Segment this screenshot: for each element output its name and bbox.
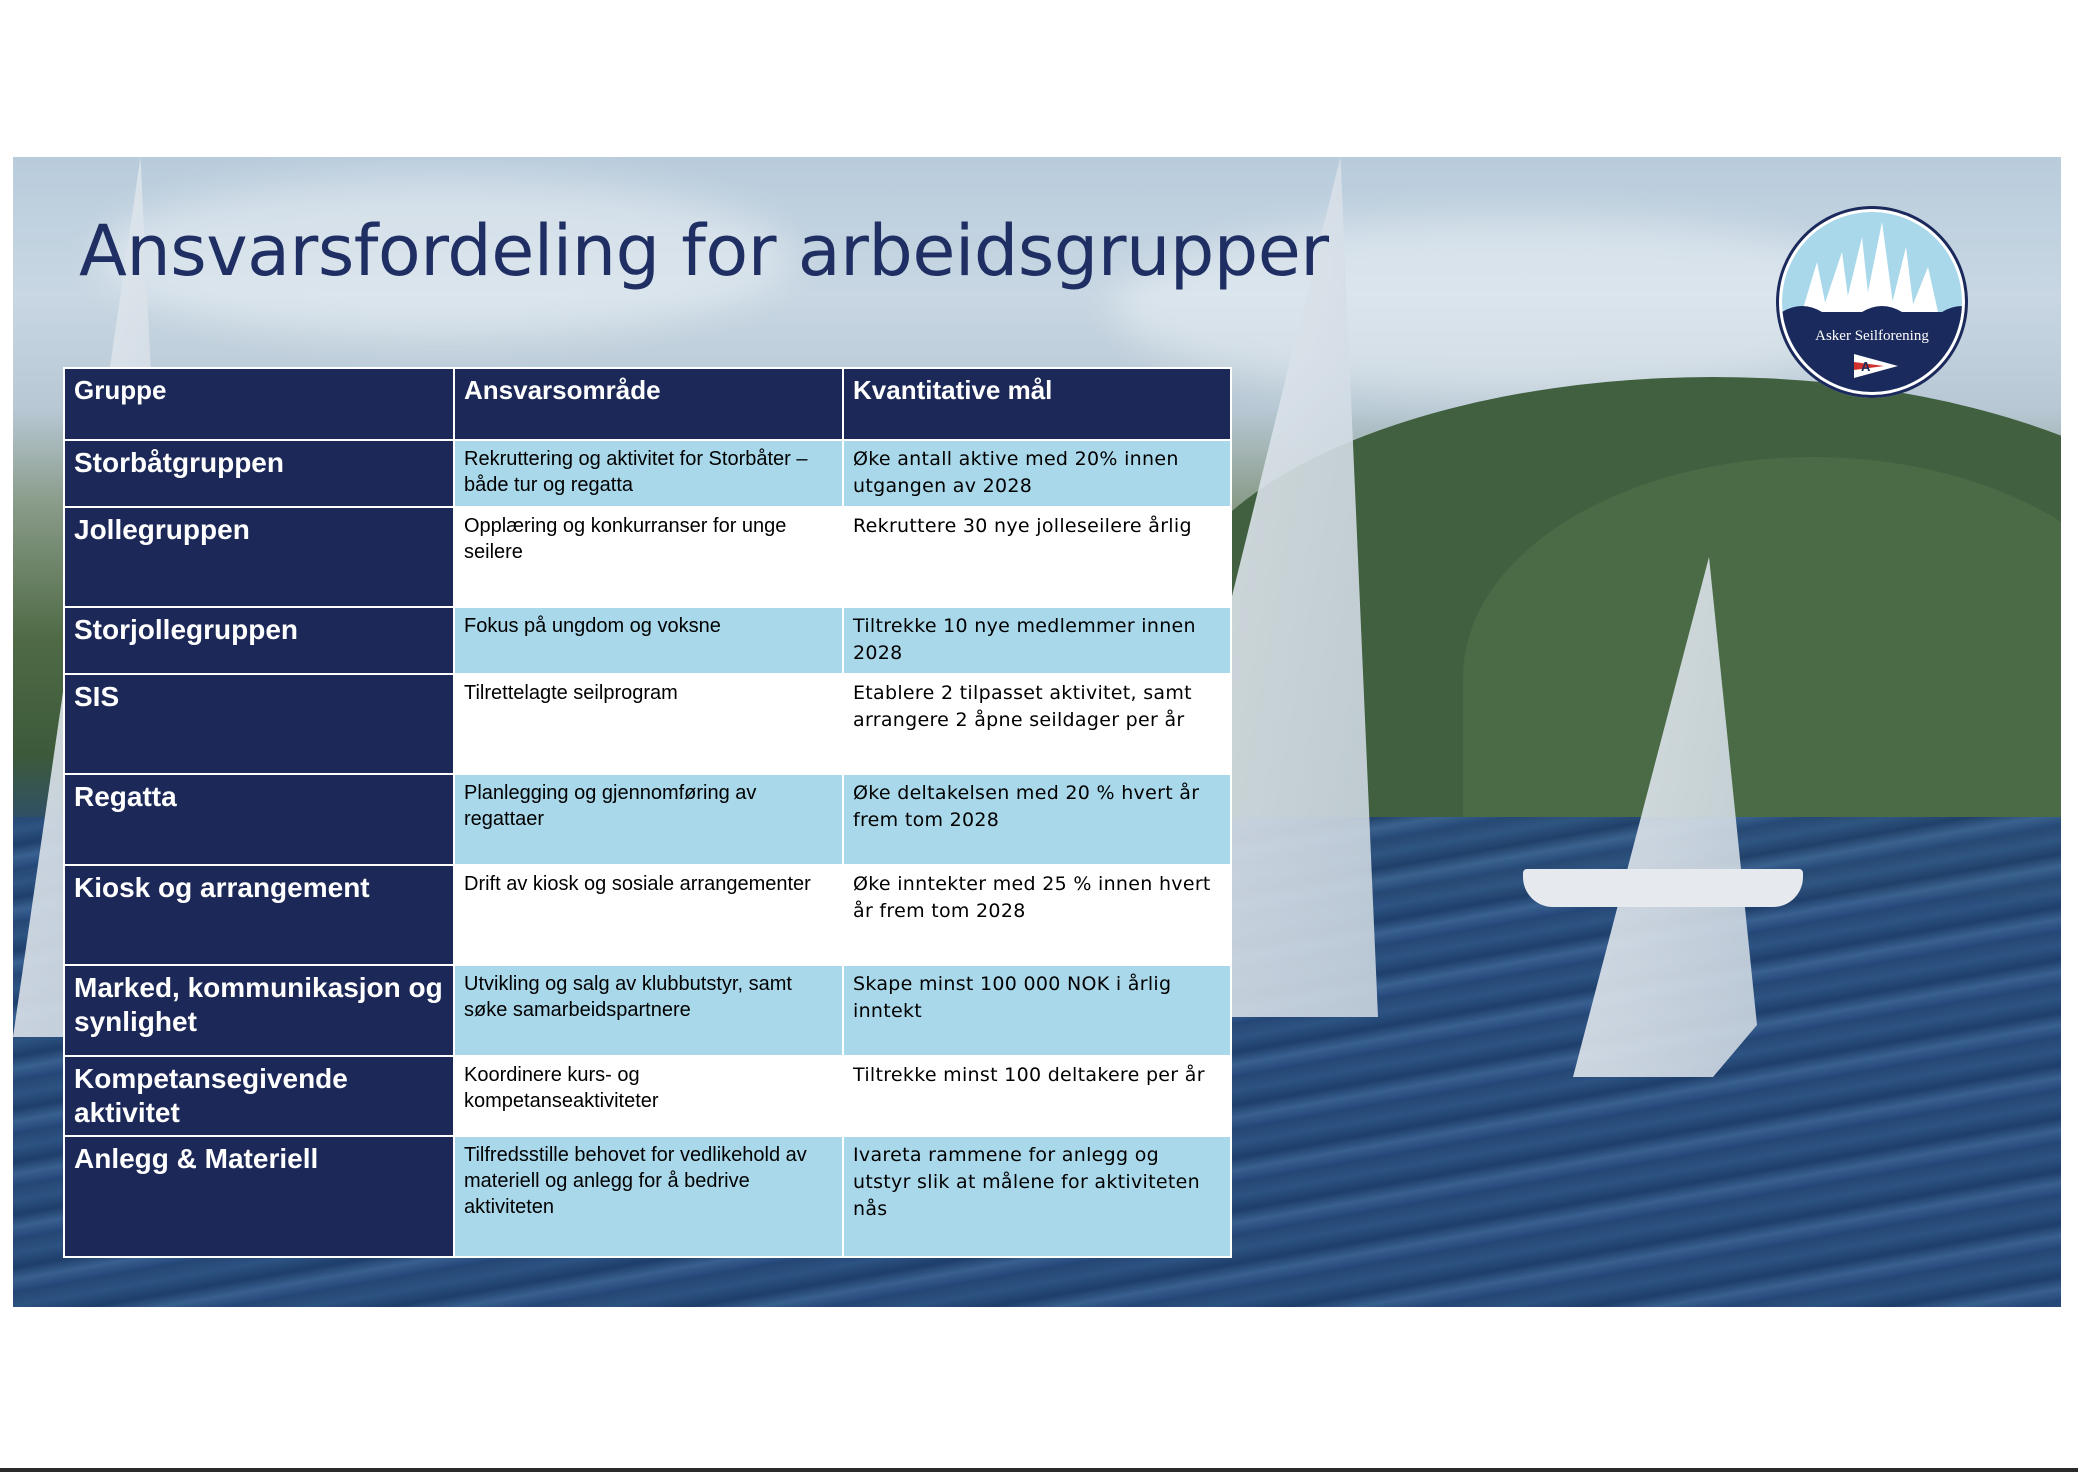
svg-text:A: A (1861, 359, 1871, 374)
group-cell: Jollegruppen (64, 507, 454, 607)
group-cell: Marked, kommunikasjon og synlighet (64, 965, 454, 1056)
table-row (64, 865, 1231, 965)
area-cell: Rekruttering og aktivitet for Storbåter – både tur og regatta (454, 440, 843, 507)
table-row (64, 1136, 1231, 1257)
area-cell: Utvikling og salg av klubbutstyr, samt søke samarbeidspartnere (454, 965, 843, 1056)
group-cell: Kompetansegivende aktivitet (64, 1056, 454, 1136)
table-header-row (64, 368, 1231, 440)
pennant-icon (1854, 352, 1898, 380)
table-row (64, 607, 1231, 674)
group-cell: Storbåtgruppen (64, 440, 454, 507)
group-cell: Regatta (64, 774, 454, 865)
goal-cell: Øke inntekter med 25 % innen hvert år frem tom 2028 (843, 865, 1231, 965)
page-bottom-border (0, 1468, 2078, 1472)
area-cell: Tilrettelagte seilprogram (454, 674, 843, 774)
group-cell: Storjollegruppen (64, 607, 454, 674)
club-logo (1776, 206, 1968, 398)
slide-title: Ansvarsfordeling for arbeidsgrupper (79, 210, 1329, 292)
group-cell: Anlegg & Materiell (64, 1136, 454, 1257)
goal-cell: Øke antall aktive med 20% innen utgangen av 2028 (843, 440, 1231, 507)
table-row (64, 674, 1231, 774)
responsibility-table (63, 367, 1232, 1258)
table-row (64, 440, 1231, 507)
table-row (64, 1056, 1231, 1136)
header-goal: Kvantitative mål (843, 368, 1231, 440)
area-cell: Drift av kiosk og sosiale arrangementer (454, 865, 843, 965)
header-group: Gruppe (64, 368, 454, 440)
goal-cell: Ivareta rammene for anlegg og utstyr slik at målene for aktiviteten nås (843, 1136, 1231, 1257)
header-area: Ansvarsområde (454, 368, 843, 440)
goal-cell: Øke deltakelsen med 20 % hvert år frem tom 2028 (843, 774, 1231, 865)
group-cell: Kiosk og arrangement (64, 865, 454, 965)
table-row (64, 774, 1231, 865)
goal-cell: Tiltrekke minst 100 deltakere per år (843, 1056, 1231, 1136)
goal-cell: Skape minst 100 000 NOK i årlig inntekt (843, 965, 1231, 1056)
area-cell: Koordinere kurs- og kompetanseaktiviteter (454, 1056, 843, 1136)
area-cell: Tilfredsstille behovet for vedlikehold av materiell og anlegg for å bedrive aktiviteten (454, 1136, 843, 1257)
group-cell: SIS (64, 674, 454, 774)
goal-cell: Rekruttere 30 nye jolleseilere årlig (843, 507, 1231, 607)
goal-cell: Tiltrekke 10 nye medlemmer innen 2028 (843, 607, 1231, 674)
goal-cell: Etablere 2 tilpasset aktivitet, samt arrangere 2 åpne seildager per år (843, 674, 1231, 774)
area-cell: Planlegging og gjennomføring av regattaer (454, 774, 843, 865)
area-cell: Fokus på ungdom og voksne (454, 607, 843, 674)
table-row (64, 507, 1231, 607)
table-row (64, 965, 1231, 1056)
area-cell: Opplæring og konkurranser for unge seilere (454, 507, 843, 607)
logo-text: Asker Seilforening (1815, 328, 1929, 344)
